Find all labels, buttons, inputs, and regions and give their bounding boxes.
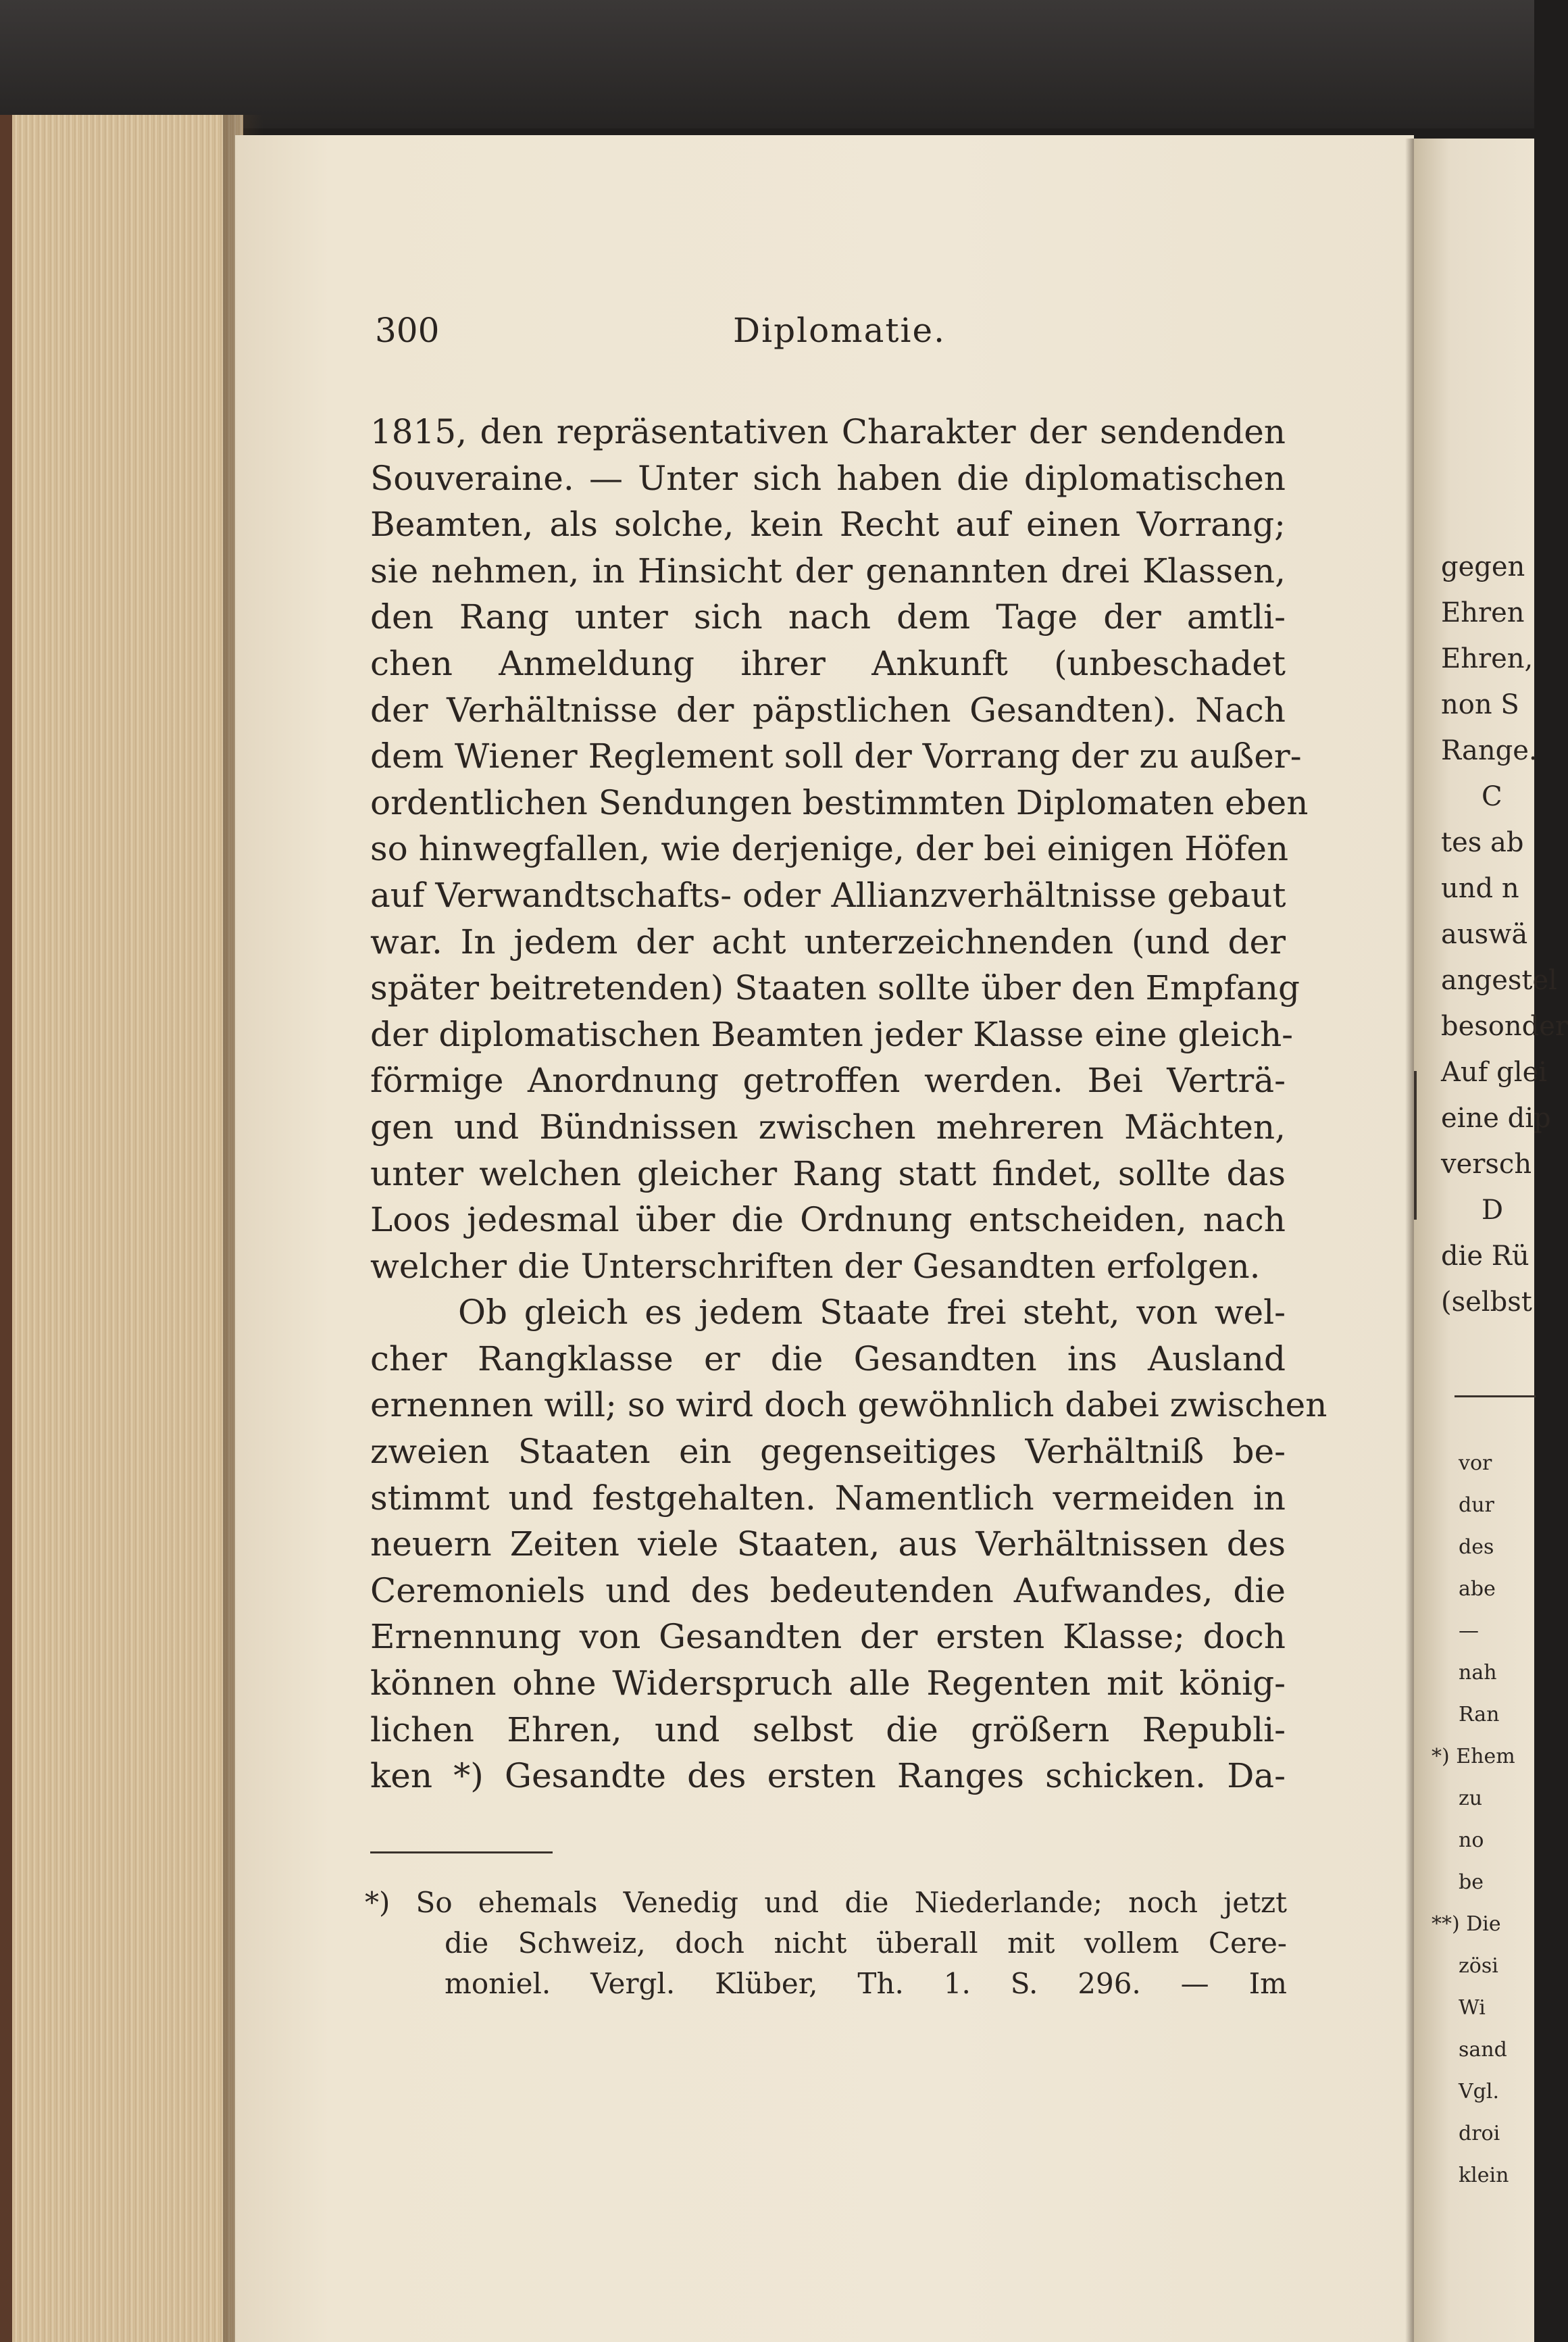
text-line: Ceremoniels und des bedeutenden Aufwandes, die (370, 1570, 1286, 1610)
facing-footnote-fragment: Vgl. (1459, 2080, 1499, 2103)
facing-footnote-fragment: no (1459, 1828, 1484, 1852)
facing-text-fragment: und n (1441, 873, 1519, 904)
facing-footnote-fragment: nah (1459, 1661, 1497, 1685)
facing-text-fragment: Ehren (1441, 597, 1525, 628)
facing-footnote-fragment: klein (1459, 2164, 1509, 2187)
text-line: neuern Zeiten viele Staaten, aus Verhältnissen des (370, 1524, 1286, 1564)
facing-text-fragment: Range. (1441, 735, 1538, 766)
text-line: Loos jedesmal über die Ordnung entscheiden, nach (370, 1200, 1286, 1240)
text-line: unter welchen gleicher Rang statt findet, sollte das (370, 1153, 1286, 1193)
text-line: cher Rangklasse er die Gesandten ins Ausland (370, 1339, 1286, 1378)
page-header (375, 311, 1280, 365)
text-line: auf Verwandtschafts- oder Allianzverhältnisse gebaut (370, 875, 1286, 915)
facing-footnote-fragment: Ran (1459, 1703, 1500, 1726)
facing-text-fragment: non S (1441, 689, 1519, 720)
text-line: 1815, den repräsentativen Charakter der sendenden (370, 412, 1286, 451)
facing-text-fragment: gegen (1441, 551, 1525, 582)
facing-footnote-fragment: **) Die (1432, 1912, 1501, 1936)
text-line: sie nehmen, in Hinsicht der genannten drei Klassen, (370, 551, 1286, 591)
facing-footnote-fragment: droi (1459, 2122, 1500, 2145)
footnote-line: *) So ehemals Venedig und die Niederlande; noch jetzt (365, 1886, 1287, 1919)
text-line: Souveraine. — Unter sich haben die diplomatischen (370, 458, 1286, 498)
text-line: ken *) Gesandte des ersten Ranges schicken. Da- (370, 1756, 1286, 1796)
text-line: später beitretenden) Staaten sollte über den Empfang (370, 968, 1300, 1008)
text-line: können ohne Widerspruch alle Regenten mit könig- (370, 1664, 1286, 1703)
facing-margin-mark (1414, 1071, 1417, 1220)
text-line: förmige Anordnung getroffen werden. Bei Verträ- (370, 1061, 1286, 1101)
text-line: ernennen will; so wird doch gewöhnlich dabei zwischen (370, 1385, 1327, 1425)
facing-text-fragment: die Rü (1441, 1241, 1529, 1272)
footnote-line: moniel. Vergl. Klüber, Th. 1. S. 296. — Im (445, 1967, 1287, 2000)
main-text (370, 409, 1327, 1799)
facing-page-text (1441, 544, 1568, 1325)
facing-footnote-fragment: abe (1459, 1577, 1496, 1601)
facing-page-footnotes (1432, 1443, 1515, 2197)
facing-footnote-fragment: Wi (1459, 1996, 1486, 2020)
text-line: ordentlichen Sendungen bestimmten Diplomaten eben (370, 782, 1309, 822)
facing-footnote-fragment: zu (1459, 1787, 1483, 1810)
text-line: war. In jedem der acht unterzeichnenden (und der (370, 922, 1286, 962)
footnote-rule (370, 1851, 553, 1853)
text-line: welcher die Unterschriften der Gesandten erfolgen. (370, 1246, 1261, 1286)
facing-footnote-fragment: des (1459, 1535, 1494, 1559)
facing-text-fragment: D (1482, 1195, 1504, 1226)
facing-text-fragment: eine dip (1441, 1103, 1551, 1134)
facing-footnote-fragment: be (1459, 1870, 1484, 1894)
book-page-edges (0, 115, 243, 2342)
facing-text-fragment: angestel (1441, 965, 1557, 996)
text-line: so hinwegfallen, wie derjenige, der bei einigen Höfen (370, 829, 1289, 869)
text-line: stimmt und festgehalten. Namentlich vermeiden in (370, 1478, 1286, 1518)
facing-text-fragment: tes ab (1441, 827, 1524, 858)
facing-text-fragment: Ehren, (1441, 643, 1534, 674)
text-line: Beamten, als solche, kein Recht auf einen Vorrang; (370, 505, 1286, 545)
text-line: zweien Staaten ein gegenseitiges Verhältniß be- (370, 1432, 1286, 1472)
footnote (365, 1883, 1287, 2004)
running-head: Diplomatie. (733, 311, 946, 350)
backdrop (0, 0, 1534, 128)
text-line: dem Wiener Reglement soll der Vorrang der zu außer- (370, 737, 1302, 776)
facing-footnote-rule (1455, 1395, 1536, 1397)
text-line: den Rang unter sich nach dem Tage der amtli- (370, 597, 1286, 637)
facing-text-fragment: versch (1441, 1149, 1532, 1180)
facing-footnote-fragment: — (1459, 1619, 1479, 1643)
facing-text-fragment: C (1482, 781, 1502, 812)
facing-text-fragment: besonder (1441, 1011, 1568, 1042)
facing-footnote-fragment: vor (1459, 1451, 1492, 1475)
text-line: gen und Bündnissen zwischen mehreren Mächten, (370, 1107, 1286, 1147)
text-line: chen Anmeldung ihrer Ankunft (unbeschadet (370, 643, 1286, 683)
text-line: Ernennung von Gesandten der ersten Klasse; doch (370, 1617, 1286, 1657)
footnote-line: die Schweiz, doch nicht überall mit vollem Cere- (445, 1926, 1287, 1960)
facing-page (1414, 139, 1568, 2342)
paragraph-start-line: Ob gleich es jedem Staate frei steht, von wel- (458, 1293, 1286, 1332)
facing-footnote-fragment: sand (1459, 2038, 1507, 2062)
facing-text-fragment: auswä (1441, 919, 1528, 950)
page-number: 300 (375, 311, 440, 350)
facing-footnote-fragment: dur (1459, 1493, 1494, 1517)
facing-footnote-fragment: *) Ehem (1432, 1745, 1515, 1768)
text-line: lichen Ehren, und selbst die größern Republi- (370, 1710, 1286, 1749)
facing-text-fragment: (selbst (1441, 1287, 1532, 1318)
text-line: der diplomatischen Beamten jeder Klasse eine gleich- (370, 1014, 1294, 1054)
facing-footnote-fragment: zösi (1459, 1954, 1498, 1978)
text-line: der Verhältnisse der päpstlichen Gesandten). Nach (370, 690, 1286, 730)
facing-text-fragment: Auf glei (1441, 1057, 1548, 1088)
